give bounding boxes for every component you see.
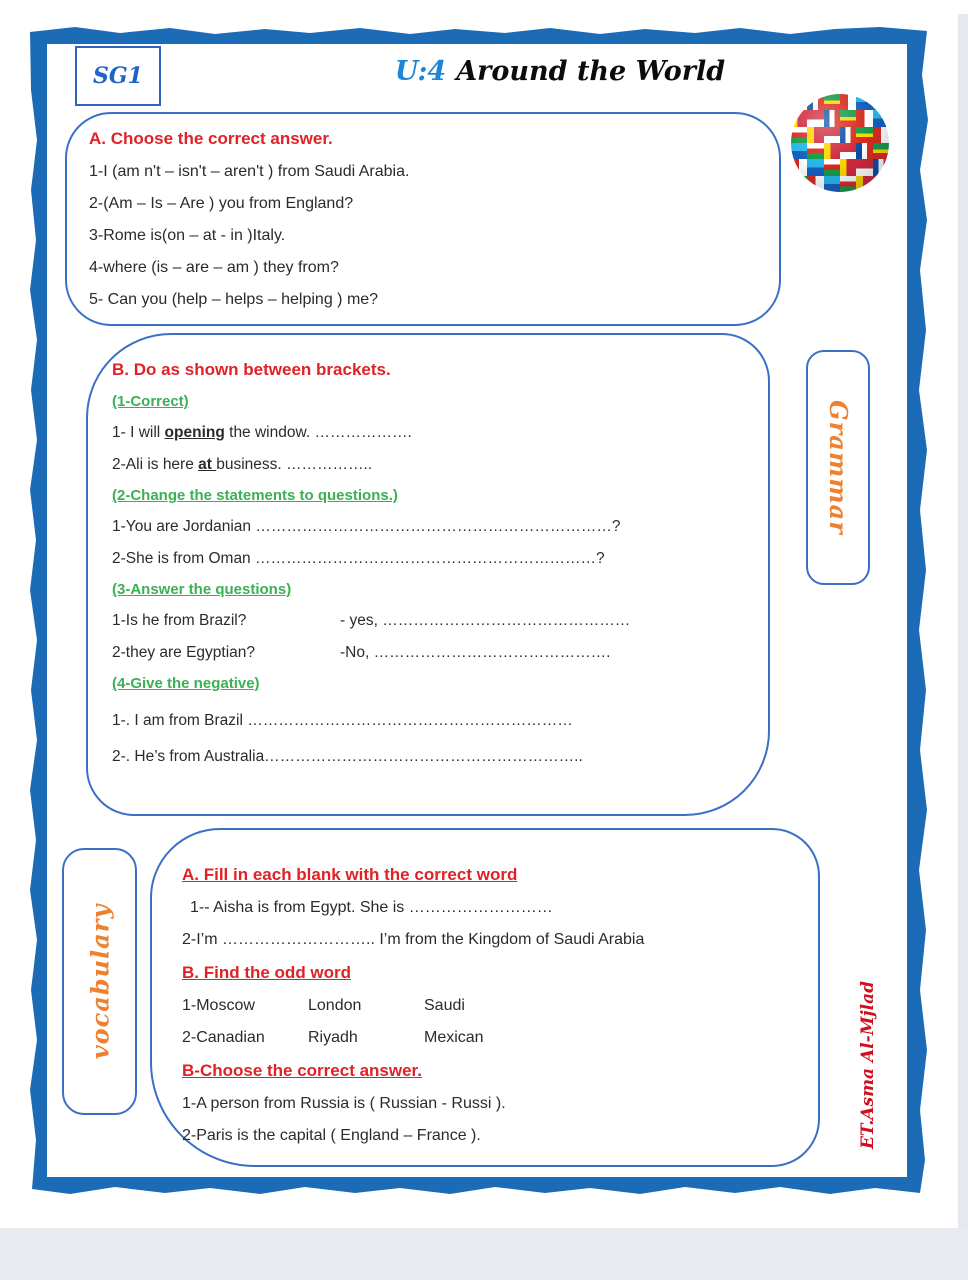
vocab-a-item-1: 1-- Aisha is from Egypt. She is ………………………: [190, 899, 553, 916]
odd-word-row-2: [182, 1029, 818, 1047]
vocab-a-item-2: 2-I’m ……………………….. I’m from the Kingdom of Saudi Arabia: [182, 931, 645, 948]
sub1-item-1-target-word: opening: [164, 424, 225, 441]
page-title: [290, 56, 830, 87]
sub3-label: (3-Answer the questions): [112, 581, 292, 598]
odd-word-2-3: Mexican: [424, 1029, 484, 1046]
sub1-item-1: [112, 424, 768, 442]
vocabulary-tab: [62, 848, 137, 1115]
vocabulary-section-box: [150, 828, 820, 1167]
sub3-item-1-answer-line: - yes, …………………………………………: [340, 612, 631, 629]
grammar-tab: [806, 350, 870, 585]
sub3-item-2-answer-line: -No, ……………………………………….: [340, 644, 611, 661]
section-a-item-3: 3-Rome is(on – at - in )Italy.: [89, 227, 286, 244]
grammar-tab-label: Grammar: [823, 400, 853, 535]
sub3-item-1-question: 1-Is he from Brazil?: [112, 612, 247, 629]
odd-word-1-2: London: [308, 997, 362, 1014]
section-a-item-4: 4-where (is – are – am ) they from?: [89, 259, 339, 276]
teacher-signature: [836, 978, 900, 1152]
sub1-label: (1-Correct): [112, 393, 189, 410]
level-badge-label: SG1: [93, 63, 143, 89]
sub2-item-1: 1-You are Jordanian ……………………………………………………………?: [112, 518, 621, 535]
sub3-item-1: [112, 612, 768, 630]
sub1-item-1-post: the window. ……………….: [224, 424, 412, 441]
odd-word-1-1: 1-Moscow: [182, 997, 255, 1014]
section-a-box: [65, 112, 781, 326]
odd-word-2-1: 2-Canadian: [182, 1029, 265, 1046]
sub4-item-2: 2-. He’s from Australia……………………………………………………..: [112, 748, 583, 765]
vocab-a-heading: A. Fill in each blank with the correct word: [182, 865, 518, 884]
sub1-item-2-target-word: at: [198, 456, 217, 473]
sub1-item-2-post: business. ……………..: [216, 456, 373, 473]
level-badge: [75, 46, 161, 106]
odd-word-2-2: Riyadh: [308, 1029, 358, 1046]
unit-number: U:4: [394, 56, 447, 87]
sub4-item-1: 1-. I am from Brazil ………………………………………………………: [112, 712, 573, 729]
sub4-label: (4-Give the negative): [112, 675, 260, 692]
section-b-heading: B. Do as shown between brackets.: [112, 360, 391, 379]
section-a-item-2: 2-(Am – Is – Are ) you from England?: [89, 195, 354, 212]
teacher-signature-text: ET.Asma Al-Mjlad: [858, 980, 878, 1150]
sub2-label: (2-Change the statements to questions.): [112, 487, 398, 504]
section-b-box: [86, 333, 770, 816]
section-a-item-1: 1-I (am n't – isn't – aren't ) from Saudi Arabia.: [89, 163, 410, 180]
world-flags-globe-image: [791, 94, 889, 192]
sub1-item-2: [112, 456, 768, 474]
vocab-c-item-2: 2-Paris is the capital ( England – France ).: [182, 1127, 481, 1144]
sub2-item-2: 2-She is from Oman …………………………………………………………?: [112, 550, 605, 567]
vocab-b-heading: B. Find the odd word: [182, 963, 352, 982]
vocab-c-item-1: 1-A person from Russia is ( Russian - Russi ).: [182, 1095, 506, 1112]
vocab-c-heading: B-Choose the correct answer.: [182, 1061, 422, 1080]
vocabulary-tab-label: vocabulary: [85, 903, 115, 1060]
section-a-heading: A. Choose the correct answer.: [89, 129, 333, 148]
sub3-item-2: [112, 644, 768, 662]
section-a-item-5: 5- Can you (help – helps – helping ) me?: [89, 291, 379, 308]
odd-word-1-3: Saudi: [424, 997, 465, 1014]
sub1-item-2-pre: 2-Ali is here: [112, 456, 199, 473]
unit-title-text: Around the World: [456, 56, 726, 87]
odd-word-row-1: [182, 997, 818, 1015]
sub1-item-1-pre: 1- I will: [112, 424, 165, 441]
sub3-item-2-question: 2-they are Egyptian?: [112, 644, 256, 661]
